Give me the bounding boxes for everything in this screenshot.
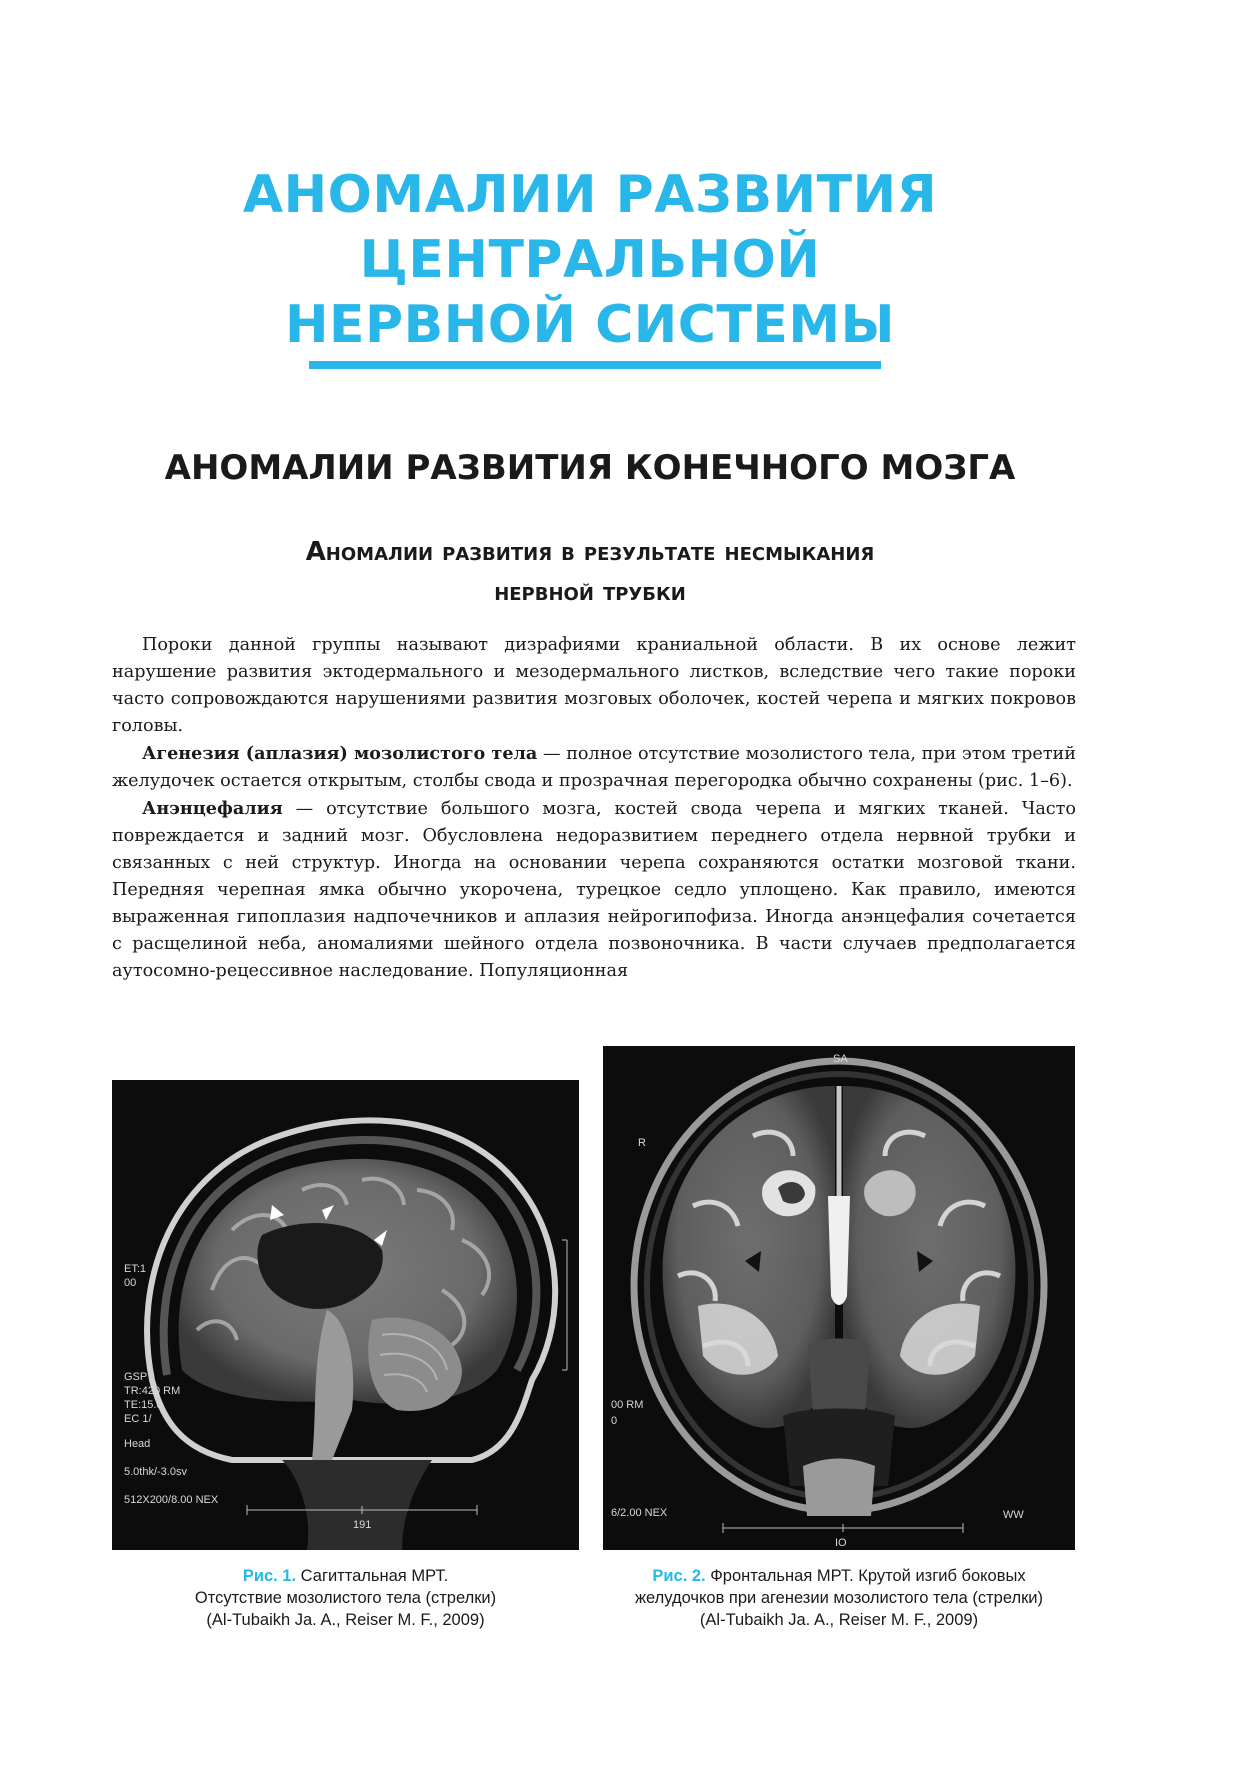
paragraph-text: — отсутствие большого мозга, костей свода черепа и мягких тканей. Часто повреждается и задний мозг. Обусловлена недоразвитием переднего отдела нервной трубки и связанных с ней структур. Иногда на основании черепа сохраняются остатки мозговой ткани. Передняя черепная ямка обычно укорочена, турецкое седло уплощено. Как правило, имеются выраженная гипоплазия надпочечников и аплазия нейрогипофиза. Иногда анэнцефалия сочетается с расщелиной неба, аномалиями шейного отдела позвоночника. В части случаев предполагается аутосомно-рецессивное наследование. Популяционная (112, 799, 1076, 981)
mri-overlay-text: 0 (611, 1415, 618, 1427)
mri-overlay-text: R (638, 1137, 646, 1149)
term: Агенезия (аплазия) мозолистого тела (142, 743, 538, 764)
caption-line: (Al-Tubaikh Ja. A., Reiser M. F., 2009) (699, 1611, 979, 1629)
figure-1-sagittal-mri (112, 1080, 579, 1550)
mri-overlay-text: WW (1003, 1509, 1024, 1521)
paragraph (112, 740, 1076, 795)
section-title: АНОМАЛИИ РАЗВИТИЯ КОНЕЧНОГО МОЗГА (164, 448, 1016, 488)
chapter-title-line: ЦЕНТРАЛЬНОЙ (359, 230, 821, 290)
chapter-title-line: АНОМАЛИИ РАЗВИТИЯ (242, 165, 938, 225)
subsection-title-line: Аномалии развития в результате несмыкания (305, 537, 875, 567)
mri-overlay-text: SA (833, 1053, 848, 1065)
body-text (112, 632, 1076, 985)
mri-overlay-text: 191 (353, 1519, 372, 1531)
caption-text: Сагиттальная МРТ. (300, 1567, 449, 1585)
mri-overlay-text: 00 (124, 1277, 137, 1289)
caption-line: (Al-Tubaikh Ja. A., Reiser M. F., 2009) (206, 1611, 485, 1629)
term: Анэнцефалия (142, 798, 283, 819)
paragraph-text: Пороки данной группы называют дизрафиями краниальной области. В их основе лежит нарушение развития эктодермального и мезодермального листков, вследствие чего такие пороки часто сопровождаются нарушениями развития мозговых оболочек, костей черепа и мягких покровов головы. (112, 635, 1076, 736)
mri-overlay-text: 5.0thk/-3.0sv (124, 1466, 187, 1478)
paragraph (112, 632, 1076, 740)
mri-overlay-text: 512X200/8.00 NEX (124, 1494, 219, 1506)
caption-line (112, 1565, 579, 1587)
figure-label: Рис. 2. (652, 1567, 706, 1585)
caption-line: желудочков при агенезии мозолистого тела (стрелки) (634, 1589, 1044, 1607)
subsection-title-line: нервной трубки (494, 577, 686, 607)
mri-overlay-text: IO (835, 1537, 847, 1549)
mri-overlay-text: EC 1/ (124, 1413, 152, 1425)
paragraph-text: — полное отсутствие мозолистого тела, при этом третий желудочек остается открытым, столбы свода и прозрачная перегородка обычно сохранены (рис. 1–6). (112, 744, 1077, 791)
caption-text: Фронтальная МРТ. Крутой изгиб боковых (710, 1567, 1026, 1585)
figure-1-caption (112, 1565, 579, 1631)
caption-line (603, 1565, 1075, 1587)
caption-line: Отсутствие мозолистого тела (стрелки) (194, 1589, 497, 1607)
mri-overlay-text: TE:15.0 (124, 1399, 163, 1411)
figure-2-frontal-mri (603, 1046, 1075, 1550)
mri-overlay-text: 00 RM (611, 1399, 644, 1411)
chapter-title-line: НЕРВНОЙ СИСТЕМЫ (284, 295, 896, 355)
figure-2-caption (603, 1565, 1075, 1631)
paragraph (112, 795, 1076, 985)
mri-sagittal-image (112, 1080, 579, 1550)
mri-overlay-text: Head (124, 1438, 151, 1450)
mri-overlay-text: 6/2.00 NEX (611, 1507, 668, 1519)
mri-frontal-image (603, 1046, 1075, 1550)
mri-overlay-text: ET:1 (124, 1263, 147, 1275)
figure-label: Рис. 1. (242, 1567, 297, 1585)
subsection-title (0, 532, 1180, 612)
mri-overlay-text: TR:420 RM (124, 1385, 181, 1397)
mri-overlay-text: GSP (124, 1371, 148, 1383)
chapter-title (0, 163, 1180, 358)
title-underline (309, 361, 881, 369)
